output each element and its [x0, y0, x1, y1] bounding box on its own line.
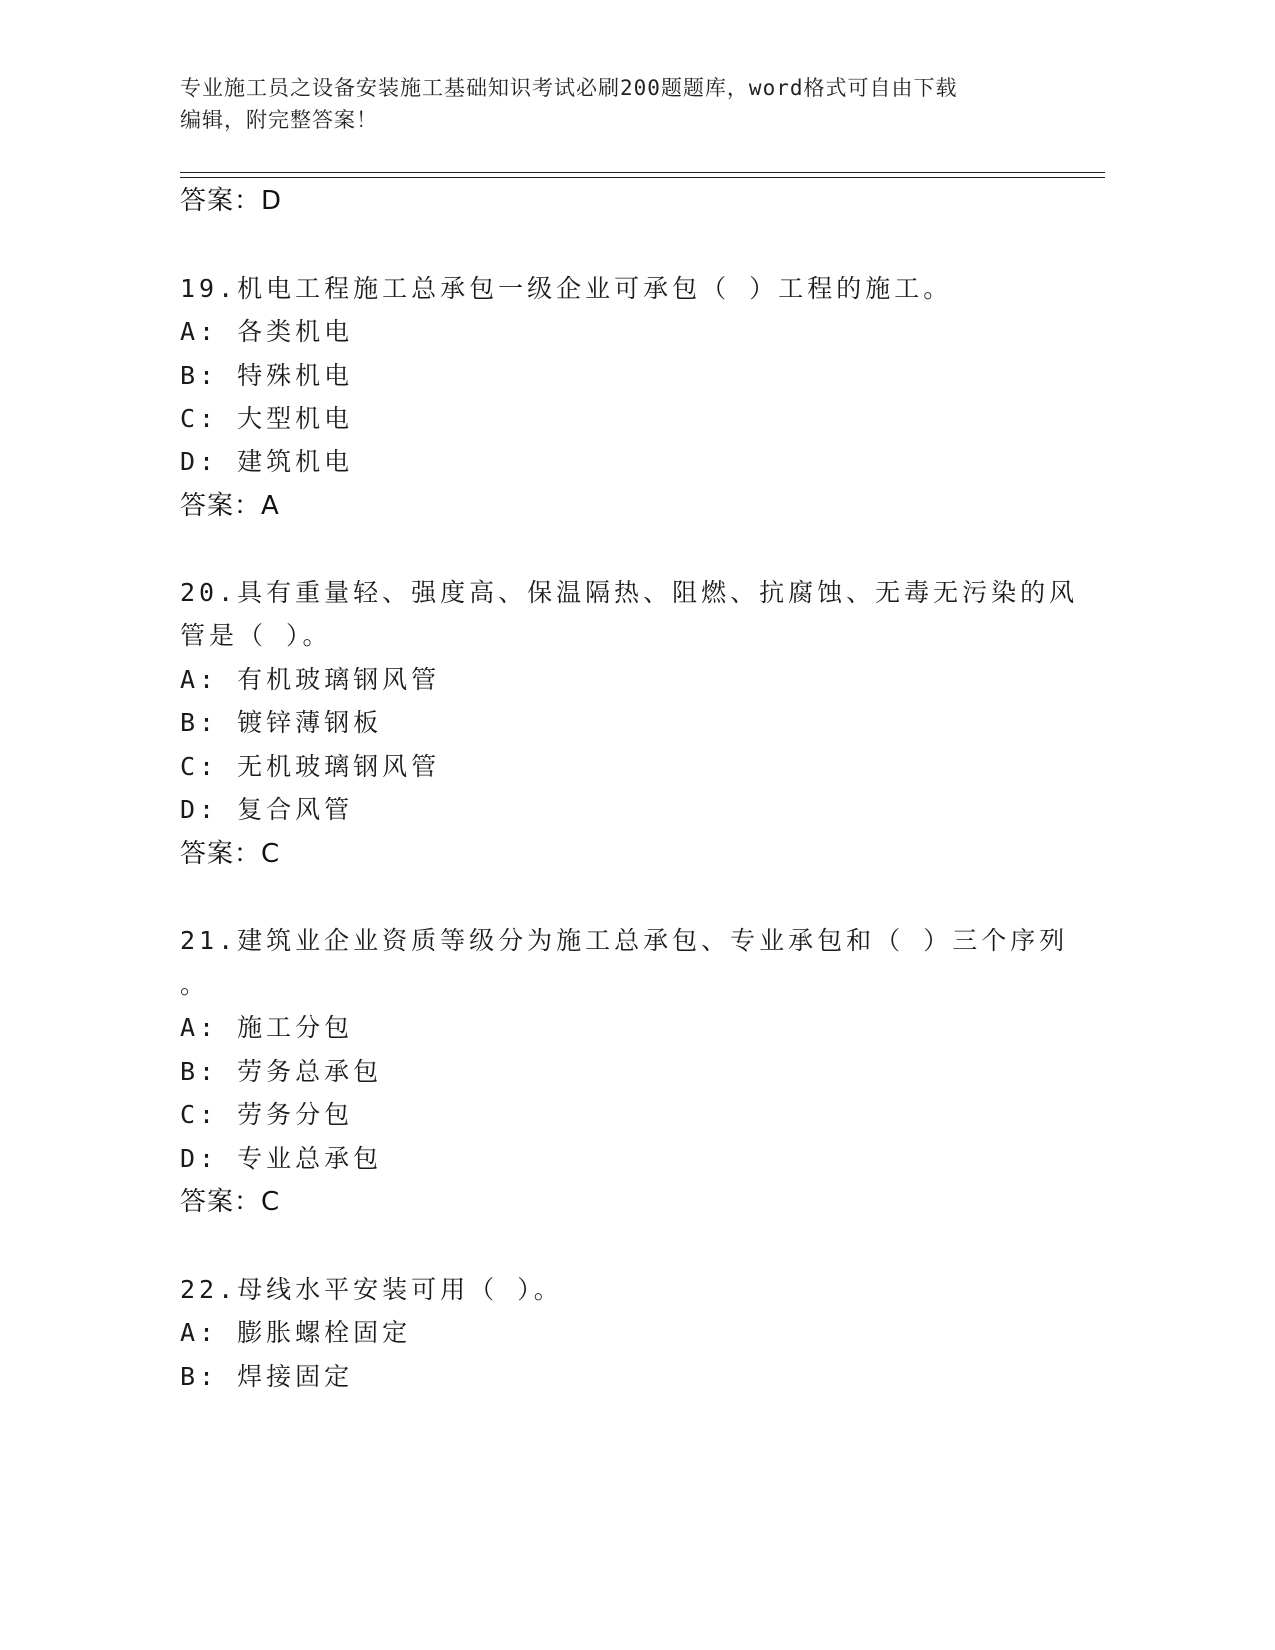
question-20-option-b: B: 镀锌薄钢板 — [180, 708, 383, 737]
question-20-option-d: D: 复合风管 — [180, 795, 354, 824]
header-title-line-1: 专业施工员之设备安装施工基础知识考试必刷200题题库，word格式可自由下载 — [180, 76, 958, 100]
question-20-stem-line-2: 管是（ ）。 — [180, 621, 332, 650]
question-19-option-d: D: 建筑机电 — [180, 447, 354, 476]
question-21-option-c: C: 劳务分包 — [180, 1100, 354, 1129]
question-19-answer: 答案：A — [180, 491, 280, 521]
document-header — [180, 72, 1060, 136]
question-21-option-b: B: 劳务总承包 — [180, 1057, 383, 1086]
question-19-option-c: C: 大型机电 — [180, 404, 354, 433]
question-22-option-b: B: 焊接固定 — [180, 1362, 354, 1391]
question-21-answer: 答案：C — [180, 1187, 281, 1217]
previous-answer: 答案：D — [180, 186, 283, 216]
header-divider-bottom — [180, 177, 1105, 178]
question-21-stem-line-1: 21.建筑业企业资质等级分为施工总承包、专业承包和（ ）三个序列 — [180, 926, 1069, 955]
question-19-stem: 19.机电工程施工总承包一级企业可承包（ ）工程的施工。 — [180, 274, 953, 303]
header-title-line-2: 编辑，附完整答案！ — [180, 108, 378, 132]
question-19-option-a: A: 各类机电 — [180, 317, 354, 346]
question-21-option-a: A: 施工分包 — [180, 1013, 354, 1042]
question-22-option-a: A: 膨胀螺栓固定 — [180, 1318, 412, 1347]
question-20-option-a: A: 有机玻璃钢风管 — [180, 665, 441, 694]
question-19-option-b: B: 特殊机电 — [180, 361, 354, 390]
question-20-stem-line-1: 20.具有重量轻、强度高、保温隔热、阻燃、抗腐蚀、无毒无污染的风 — [180, 578, 1079, 607]
question-22-stem: 22.母线水平安装可用（ ）。 — [180, 1275, 563, 1304]
question-20-option-c: C: 无机玻璃钢风管 — [180, 752, 441, 781]
question-21-option-d: D: 专业总承包 — [180, 1144, 383, 1173]
question-21-stem-line-2: 。 — [180, 970, 210, 999]
question-20-answer: 答案：C — [180, 839, 281, 869]
header-divider-top — [180, 172, 1105, 173]
